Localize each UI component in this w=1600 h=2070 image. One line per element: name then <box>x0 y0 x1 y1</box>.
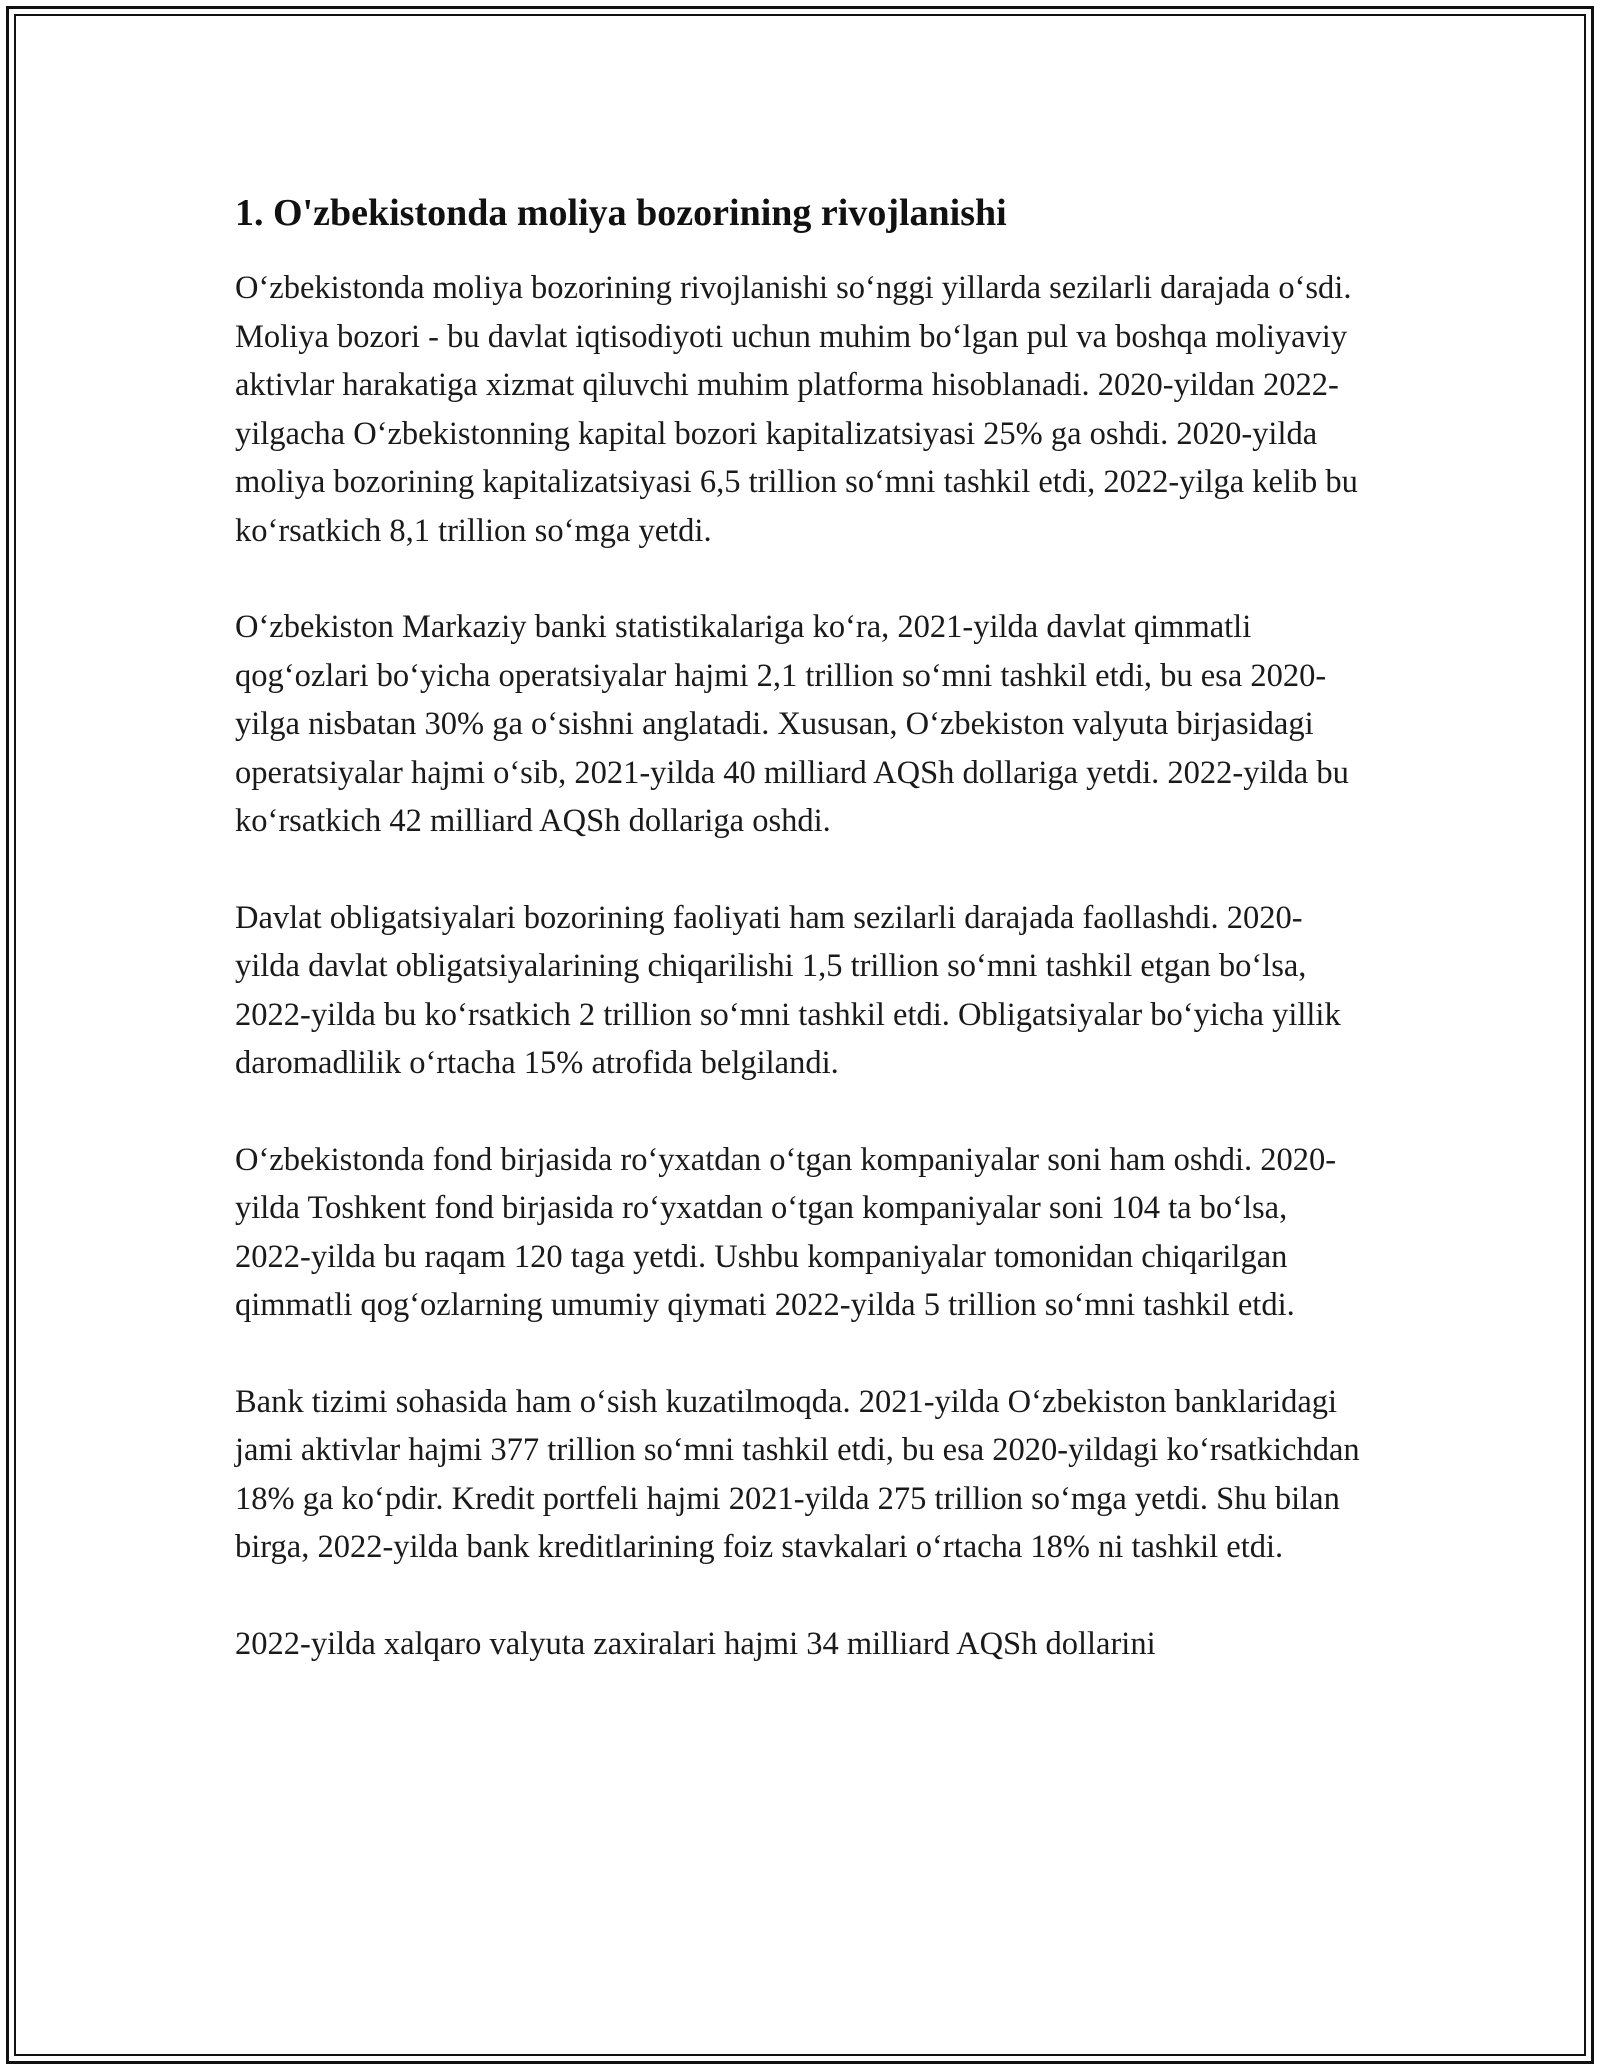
paragraph-stock-exchange: O‘zbekistonda fond birjasida ro‘yxatdan o‘tgan kompaniyalar soni ham oshdi. 2020-yilda Toshkent fond birjasida ro‘yxatdan o‘tgan kompaniyalar soni 104 ta bo‘lsa, 2022-yilda bu raqam 120 taga yetdi. Ushbu kompaniyalar tomonidan chiqarilgan qimmatli qog‘ozlarning umumiy qiymati 2022-yilda 5 trillion so‘mni tashkil etdi. <box>235 1141 1337 1323</box>
paragraph-currency-reserves: 2022-yilda xalqaro valyuta zaxiralari hajmi 34 milliard AQSh dollarini <box>235 1625 1156 1662</box>
paragraph-central-bank: O‘zbekiston Markaziy banki statistikalariga ko‘ra, 2021-yilda davlat qimmatli qog‘ozlari bo‘yicha operatsiyalar hajmi 2,1 trillion so‘mni tashkil etdi, bu esa 2020-yilga nisbatan 30% ga o‘sishni anglatadi. Xususan, O‘zbekiston valyuta birjasidagi operatsiyalar hajmi o‘sib, 2021-yilda 40 milliard AQSh dollariga yetdi. 2022-yilda bu ko‘rsatkich 42 milliard AQSh dollariga oshdi. <box>235 609 1349 839</box>
paragraph-government-bonds: Davlat obligatsiyalari bozorining faoliyati ham sezilarli darajada faollashdi. 2020-yilda davlat obligatsiyalarining chiqarilishi 1,5 trillion so‘mni tashkil etgan bo‘lsa, 2022-yilda bu ko‘rsatkich 2 trillion so‘mni tashkil etdi. Obligatsiyalar bo‘yicha yillik daromadlilik o‘rtacha 15% atrofida belgilandi. <box>235 899 1341 1081</box>
paragraph-capital-market: O‘zbekistonda moliya bozorining rivojlanishi so‘nggi yillarda sezilarli darajada o‘sdi. Moliya bozori - bu davlat iqtisodiyoti uchun muhim bo‘lgan pul va boshqa moliyaviy aktivlar harakatiga xizmat qiluvchi muhim platforma hisoblanadi. 2020-yildan 2022-yilgacha O‘zbekistonning kapital bozori kapitalizatsiyasi 25% ga oshdi. 2020-yilda moliya bozorining kapitalizatsiyasi 6,5 trillion so‘mni tashkil etdi, 2022-yilga kelib bu ko‘rsatkich 8,1 trillion so‘mga yetdi. <box>235 270 1358 549</box>
section-heading: 1. O'zbekistonda moliya bozorining rivojlanishi <box>235 192 1007 234</box>
document-body <box>235 188 1365 1716</box>
paragraph-banking-system: Bank tizimi sohasida ham o‘sish kuzatilmoqda. 2021-yilda O‘zbekiston banklaridagi jami aktivlar hajmi 377 trillion so‘mni tashkil etdi, bu esa 2020-yildagi ko‘rsatkichdan 18% ga ko‘pdir. Kredit portfeli hajmi 2021-yilda 275 trillion so‘mga yetdi. Shu bilan birga, 2022-yilda bank kreditlarining foiz stavkalari o‘rtacha 18% ni tashkil etdi. <box>235 1383 1360 1565</box>
